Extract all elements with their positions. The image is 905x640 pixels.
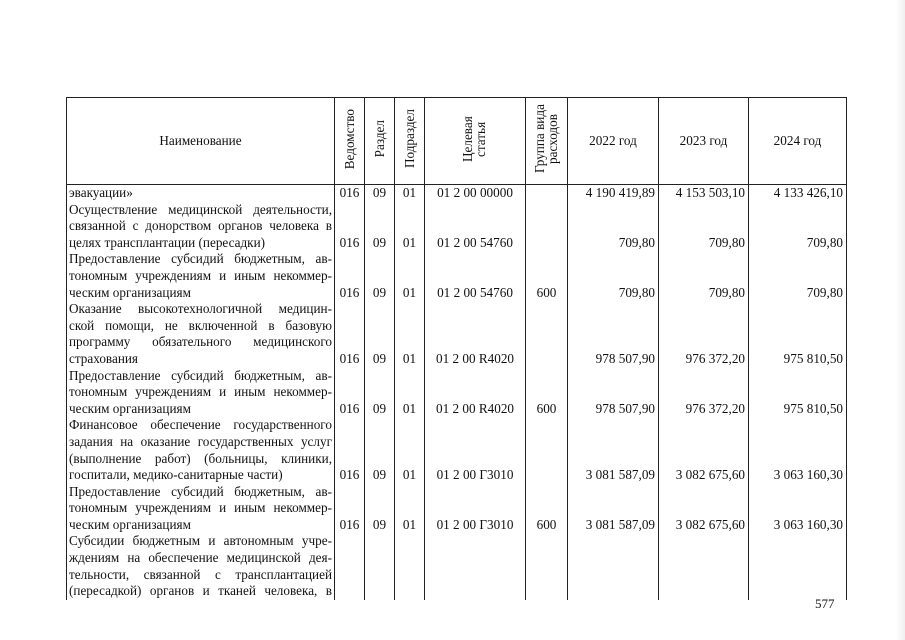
cell-gruppa [526,417,568,483]
cell-name-line: Финансовое обеспечение государственного [69,417,332,433]
cell-y2024: 975 810,50 [749,368,847,418]
cell-celevaya [425,533,526,599]
cell-name-line: страхования [69,350,138,366]
table-row [67,202,847,252]
cell-razdel: 09 [365,368,395,418]
cell-razdel: 09 [365,484,395,534]
cell-name [67,417,335,483]
cell-y2022: 709,80 [568,202,659,252]
header-2023: 2023 год [659,98,749,185]
budget-table [66,97,847,600]
table-row [67,301,847,367]
cell-y2022: 978 507,90 [568,301,659,367]
cell-y2024: 3 063 160,30 [749,484,847,534]
cell-name-line: связанной с донорством органов человека в [69,218,332,234]
cell-y2023: 3 082 675,60 [659,417,749,483]
header-razdel: Раздел [365,98,395,185]
cell-y2023: 976 372,20 [659,301,749,367]
header-gruppa: Группа вида расходов [526,98,568,185]
cell-razdel: 09 [365,251,395,301]
cell-ved: 016 [335,301,365,367]
cell-name-line: задания на оказание государственных услуг [69,433,332,449]
cell-podrazdel: 01 [395,185,425,202]
cell-y2024: 3 063 160,30 [749,417,847,483]
cell-ved [335,533,365,599]
cell-y2023 [659,533,749,599]
cell-name [67,301,335,367]
cell-celevaya: 01 2 00 54760 [425,251,526,301]
table-header-row [67,98,847,185]
cell-ved: 016 [335,484,365,534]
cell-gruppa [526,301,568,367]
cell-celevaya: 01 2 00 R4020 [425,368,526,418]
table-row [67,251,847,301]
cell-name-line: Предоставление субсидий бюджетным, ав- [69,483,332,499]
cell-ved: 016 [335,417,365,483]
cell-podrazdel: 01 [395,484,425,534]
cell-name-line: госпитали, медико-санитарные части) [69,467,283,483]
cell-razdel: 09 [365,417,395,483]
cell-name-line: Осуществление медицинской деятельности, [69,201,332,217]
cell-podrazdel [395,533,425,599]
cell-name-line: ческим организациям [69,400,191,416]
cell-name-line: (выполнение работ) (больницы, клиники, [69,450,332,466]
header-celevaya: Целевая статья [425,98,526,185]
header-name: Наименование [67,98,335,185]
cell-name-line: Предоставление субсидий бюджетным, ав- [69,367,332,383]
table-row [67,484,847,534]
cell-y2022 [568,533,659,599]
cell-podrazdel: 01 [395,202,425,252]
cell-razdel [365,533,395,599]
cell-celevaya: 01 2 00 R4020 [425,301,526,367]
cell-ved: 016 [335,368,365,418]
cell-y2022: 4 190 419,89 [568,185,659,202]
cell-y2024: 975 810,50 [749,301,847,367]
cell-razdel: 09 [365,301,395,367]
cell-name-line: тономным учреждениям и иным некоммер- [69,500,332,516]
cell-podrazdel: 01 [395,301,425,367]
cell-name-line: целях трансплантации (пересадки) [69,234,266,250]
cell-name-line: программу обязательного медицинского [69,334,332,350]
cell-celevaya: 01 2 00 Г3010 [425,417,526,483]
cell-y2022: 3 081 587,09 [568,417,659,483]
cell-y2023: 709,80 [659,202,749,252]
cell-gruppa [526,185,568,202]
cell-name-line: Оказание высокотехнологичной медицин- [69,301,332,317]
page-edge-shadow [895,0,905,640]
cell-name-line: ждениям на обеспечение медицинской дея- [69,550,332,566]
page-number: 577 [815,596,835,611]
cell-name [67,484,335,534]
cell-razdel: 09 [365,185,395,202]
cell-y2024 [749,533,847,599]
cell-gruppa: 600 [526,368,568,418]
cell-name-line: (пересадкой) органов и тканей человека, в [69,583,332,599]
cell-ved: 016 [335,251,365,301]
table-body [67,185,847,600]
cell-name-line: ческим организациям [69,516,191,532]
cell-gruppa: 600 [526,251,568,301]
cell-y2024: 4 133 426,10 [749,185,847,202]
cell-celevaya: 01 2 00 54760 [425,202,526,252]
cell-name-line: тельности, связанной с трансплантацией [69,566,332,582]
cell-name [67,251,335,301]
cell-ved: 016 [335,185,365,202]
cell-y2023: 3 082 675,60 [659,484,749,534]
cell-celevaya: 01 2 00 00000 [425,185,526,202]
cell-y2022: 709,80 [568,251,659,301]
table-row [67,368,847,418]
cell-name-line: Предоставление субсидий бюджетным, ав- [69,251,332,267]
cell-razdel: 09 [365,202,395,252]
cell-name [67,533,335,599]
cell-name-line: тономным учреждениям и иным некоммер- [69,267,332,283]
cell-y2022: 978 507,90 [568,368,659,418]
cell-name-line: ческим организациям [69,284,191,300]
cell-y2023: 4 153 503,10 [659,185,749,202]
header-2022: 2022 год [568,98,659,185]
header-podrazdel: Подраздел [395,98,425,185]
cell-celevaya: 01 2 00 Г3010 [425,484,526,534]
cell-name-line: Субсидии бюджетным и автономным учре- [69,533,332,549]
table-row [67,417,847,483]
header-2024: 2024 год [749,98,847,185]
cell-podrazdel: 01 [395,417,425,483]
header-ved: Ведомство [335,98,365,185]
cell-y2023: 709,80 [659,251,749,301]
cell-y2023: 976 372,20 [659,368,749,418]
cell-name-line: ской помощи, не включенной в базовую [69,317,332,333]
table-row [67,185,847,202]
cell-y2024: 709,80 [749,251,847,301]
cell-ved: 016 [335,202,365,252]
cell-podrazdel: 01 [395,251,425,301]
cell-podrazdel: 01 [395,368,425,418]
cell-gruppa [526,202,568,252]
cell-name [67,368,335,418]
cell-y2022: 3 081 587,09 [568,484,659,534]
cell-gruppa: 600 [526,484,568,534]
cell-name [67,202,335,252]
table-row [67,533,847,599]
cell-name-line: тономным учреждениям и иным некоммер- [69,384,332,400]
cell-y2024: 709,80 [749,202,847,252]
cell-gruppa [526,533,568,599]
cell-name-line: эвакуации» [69,185,133,200]
cell-name [67,185,335,202]
